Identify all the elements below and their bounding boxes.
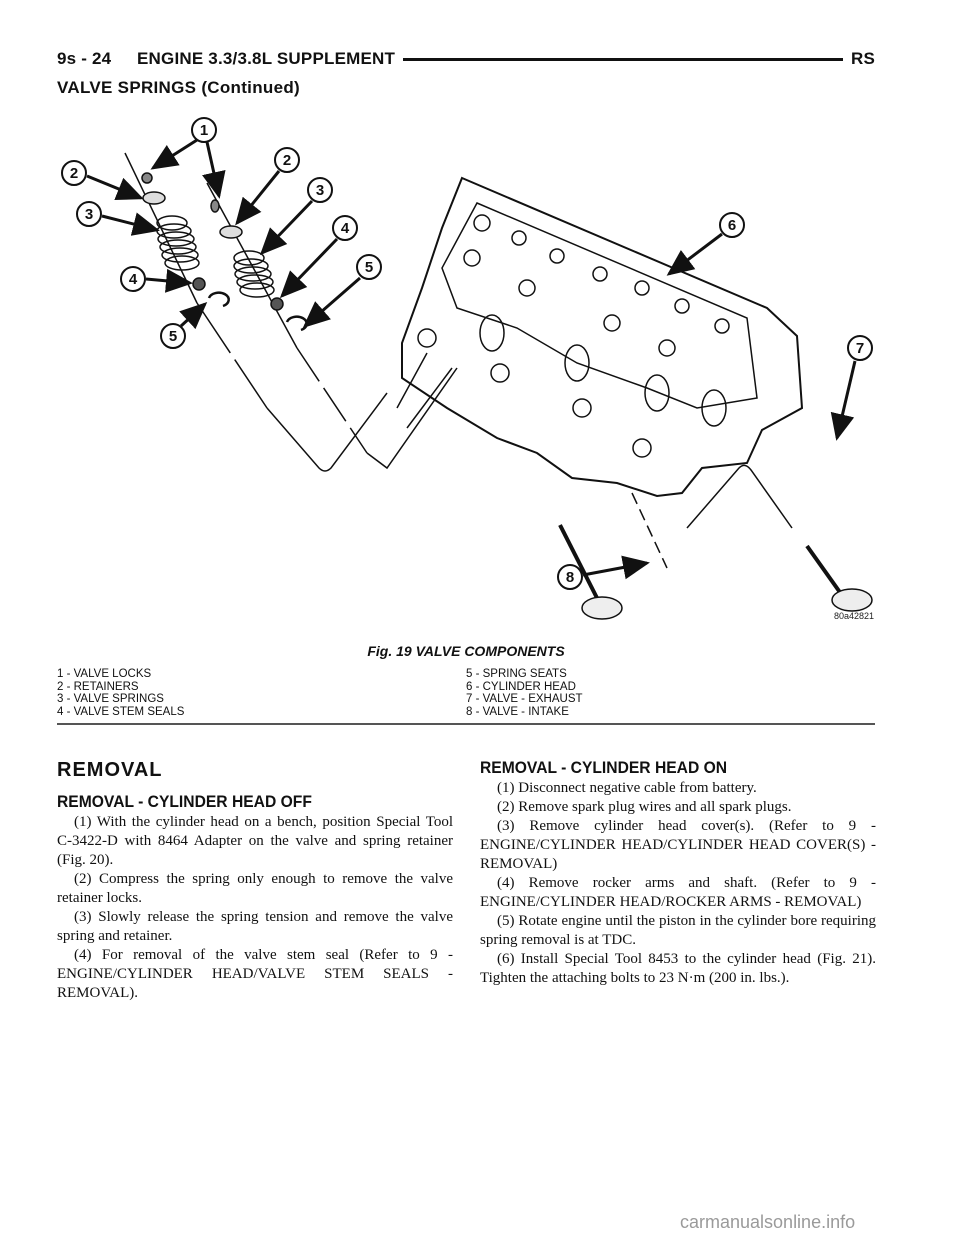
callout-7 xyxy=(837,336,872,438)
subheading-cylinder-head-on: REMOVAL - CYLINDER HEAD ON xyxy=(480,758,728,777)
legend-item: 4 - VALVE STEM SEALS xyxy=(57,705,185,718)
callout-3-left xyxy=(77,202,157,230)
svg-text:7: 7 xyxy=(855,340,865,357)
step-4: (4) Remove rocker arms and shaft. (Refer to 9 - ENGINE/CYLINDER HEAD/ROCKER ARMS - REMOVAL) xyxy=(480,875,876,910)
legend-item: 2 - RETAINERS xyxy=(57,680,139,693)
valve-exhaust xyxy=(687,465,872,611)
step-2: (2) Remove spark plug wires and all spark plugs. xyxy=(497,799,792,815)
callout-5-right xyxy=(305,255,381,326)
svg-text:1: 1 xyxy=(199,122,209,139)
header-rule xyxy=(403,58,843,61)
step-3: (3) Remove cylinder head cover(s). (Refer to 9 - ENGINE/CYLINDER HEAD/CYLINDER HEAD COVER(S) - REMOVAL) xyxy=(480,818,876,872)
legend-item: 7 - VALVE - EXHAUST xyxy=(466,693,583,705)
header-title: ENGINE 3.3/3.8L SUPPLEMENT xyxy=(137,49,396,68)
step-1: (1) With the cylinder head on a bench, position Special Tool C-3422-D with 8464 Adapter on the valve and spring retainer (Fig. 20). xyxy=(57,814,453,868)
legend-divider xyxy=(57,723,875,725)
figure-caption: Fig. 19 VALVE COMPONENTS xyxy=(367,643,565,659)
legend-item: 5 - SPRING SEATS xyxy=(466,668,567,680)
svg-text:5: 5 xyxy=(364,259,374,276)
callout-6 xyxy=(669,213,744,274)
watermark-link[interactable]: carmanualsonline.info xyxy=(680,1212,856,1232)
callout-3-right xyxy=(262,178,332,253)
step-1: (1) Disconnect negative cable from battery. xyxy=(497,780,757,796)
svg-text:3: 3 xyxy=(84,206,94,223)
svg-text:4: 4 xyxy=(340,220,350,237)
callout-1 xyxy=(153,118,219,196)
valve-intake xyxy=(560,493,667,619)
right-column xyxy=(480,757,876,988)
legend-item: 3 - VALVE SPRINGS xyxy=(57,693,164,705)
callout-2-right xyxy=(237,148,299,223)
subheading-cylinder-head-off: REMOVAL - CYLINDER HEAD OFF xyxy=(57,792,312,811)
figure-legend xyxy=(57,668,875,718)
svg-text:8: 8 xyxy=(565,569,575,586)
valve-components-diagram xyxy=(57,108,897,638)
step-2: (2) Compress the spring only enough to remove the valve retainer locks. xyxy=(57,871,453,906)
step-6: (6) Install Special Tool 8453 to the cylinder head (Fig. 21). Tighten the attaching bolts to 23 N·m (200 in. lbs.). xyxy=(480,951,876,986)
figure-image-id: 80a42821 xyxy=(834,611,875,621)
continued-heading: VALVE SPRINGS (Continued) xyxy=(57,78,300,97)
svg-text:5: 5 xyxy=(168,328,178,345)
callout-2-left xyxy=(62,161,141,198)
svg-text:3: 3 xyxy=(315,182,325,199)
svg-text:4: 4 xyxy=(128,271,138,288)
callout-5-left xyxy=(161,304,205,348)
step-5: (5) Rotate engine until the piston in the cylinder bore requiring spring removal is at TDC. xyxy=(480,913,876,948)
legend-item: 8 - VALVE - INTAKE xyxy=(466,705,569,718)
svg-text:2: 2 xyxy=(69,165,79,182)
valve-assembly-right xyxy=(207,183,457,468)
left-column xyxy=(57,757,453,1003)
step-4: (4) For removal of the valve stem seal (Refer to 9 - ENGINE/CYLINDER HEAD/VALVE STEM SEALS - REMOVAL). xyxy=(57,947,453,1001)
svg-text:2: 2 xyxy=(282,152,292,169)
legend-item: 1 - VALVE LOCKS xyxy=(57,668,152,680)
legend-column-left xyxy=(57,668,466,718)
page-header xyxy=(57,46,875,72)
callout-8 xyxy=(558,563,647,589)
svg-text:6: 6 xyxy=(727,217,737,234)
step-3: (3) Slowly release the spring tension and remove the valve spring and retainer. xyxy=(57,909,453,944)
callout-4-right xyxy=(282,216,357,296)
section-code: RS xyxy=(850,49,875,68)
legend-item: 6 - CYLINDER HEAD xyxy=(466,680,576,693)
page-number: 9s - 24 xyxy=(57,49,112,68)
legend-column-right xyxy=(466,668,875,718)
section-heading-removal: REMOVAL xyxy=(57,759,163,781)
